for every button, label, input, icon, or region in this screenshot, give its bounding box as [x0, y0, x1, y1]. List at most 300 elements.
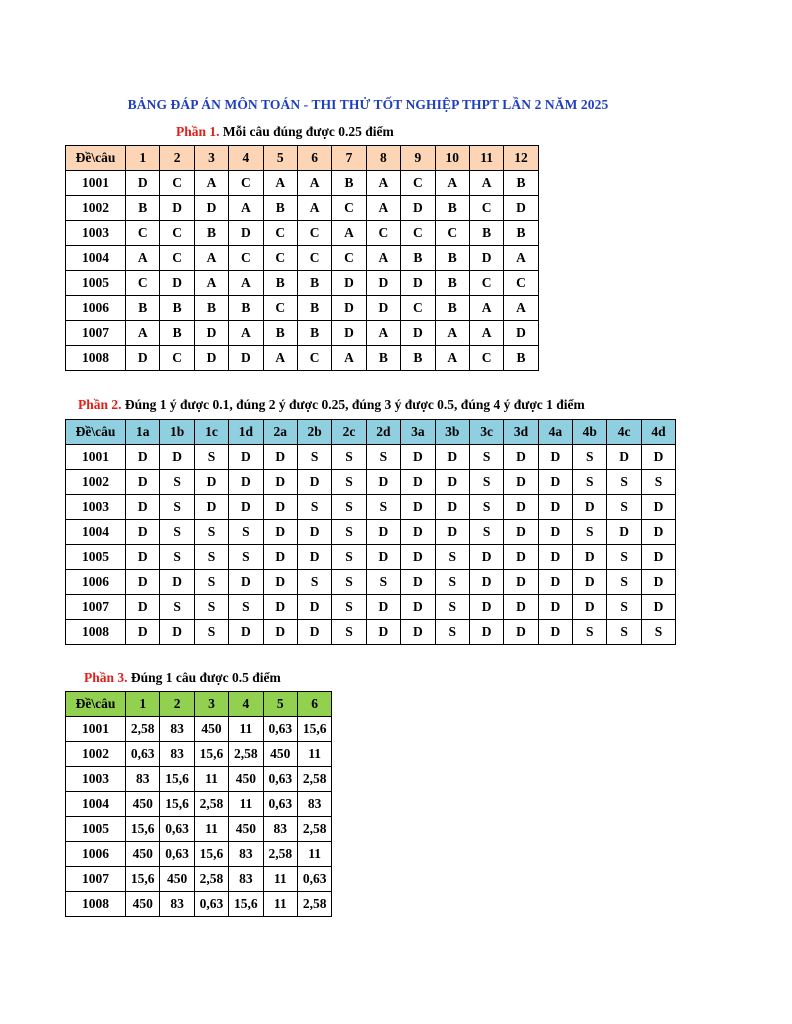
answer-cell: D	[297, 595, 331, 620]
answer-cell: D	[366, 296, 400, 321]
answer-cell: C	[469, 346, 503, 371]
answer-cell: D	[366, 470, 400, 495]
table-header-row	[66, 692, 332, 717]
answer-cell: 2,58	[297, 767, 331, 792]
answer-cell: D	[263, 470, 297, 495]
question-header-cell: 5	[263, 146, 297, 171]
answer-cell: D	[504, 520, 538, 545]
answer-cell: 15,6	[126, 867, 160, 892]
answer-cell: 2,58	[263, 842, 297, 867]
question-header-cell: 1b	[160, 420, 194, 445]
answer-cell: C	[263, 246, 297, 271]
answer-cell: C	[160, 346, 194, 371]
answer-cell: D	[366, 520, 400, 545]
answer-cell: D	[229, 346, 263, 371]
answer-cell: C	[160, 221, 194, 246]
answer-cell: D	[538, 570, 572, 595]
question-header-cell: 3b	[435, 420, 469, 445]
answer-cell: A	[435, 346, 469, 371]
answer-cell: S	[607, 495, 641, 520]
table-row	[66, 296, 539, 321]
exam-code-cell: 1004	[66, 520, 126, 545]
answer-cell: D	[401, 271, 435, 296]
answer-cell: A	[194, 171, 228, 196]
answer-cell: S	[194, 545, 228, 570]
exam-code-cell: 1003	[66, 767, 126, 792]
answer-cell: S	[160, 495, 194, 520]
question-header-cell: 5	[263, 692, 297, 717]
table-row	[66, 817, 332, 842]
answer-cell: B	[297, 296, 331, 321]
answer-cell: D	[607, 445, 641, 470]
answer-cell: B	[126, 196, 160, 221]
answer-cell: D	[401, 321, 435, 346]
question-header-cell: 8	[366, 146, 400, 171]
table-row	[66, 221, 539, 246]
answer-cell: 11	[229, 717, 263, 742]
exam-code-cell: 1005	[66, 271, 126, 296]
answer-cell: D	[160, 620, 194, 645]
answer-cell: D	[573, 495, 607, 520]
answer-cell: S	[297, 495, 331, 520]
answer-cell: S	[607, 470, 641, 495]
question-header-cell: 3c	[469, 420, 503, 445]
question-header-cell: 2b	[297, 420, 331, 445]
answer-cell: D	[504, 595, 538, 620]
answer-cell: S	[229, 545, 263, 570]
answer-cell: D	[401, 495, 435, 520]
answer-cell: 0,63	[160, 842, 194, 867]
answer-cell: 450	[194, 717, 228, 742]
answer-cell: D	[538, 545, 572, 570]
question-header-cell: 12	[504, 146, 538, 171]
answer-cell: 15,6	[160, 792, 194, 817]
answer-cell: D	[366, 620, 400, 645]
answer-cell: 0,63	[297, 867, 331, 892]
answer-cell: C	[332, 196, 366, 221]
answer-cell: D	[435, 470, 469, 495]
exam-code-cell: 1001	[66, 717, 126, 742]
exam-code-cell: 1004	[66, 246, 126, 271]
table-row	[66, 767, 332, 792]
question-header-cell: 4	[229, 692, 263, 717]
answer-cell: B	[469, 221, 503, 246]
answer-cell: D	[126, 545, 160, 570]
answer-cell: S	[435, 545, 469, 570]
answer-cell: B	[194, 296, 228, 321]
part3-answer-table	[65, 691, 332, 917]
question-header-cell: 4a	[538, 420, 572, 445]
answer-cell: C	[229, 246, 263, 271]
answer-cell: D	[160, 196, 194, 221]
answer-cell: D	[126, 520, 160, 545]
exam-code-cell: 1006	[66, 296, 126, 321]
answer-cell: S	[332, 620, 366, 645]
answer-cell: 2,58	[126, 717, 160, 742]
corner-header-cell: Đề\câu	[66, 420, 126, 445]
answer-cell: 15,6	[160, 767, 194, 792]
answer-cell: B	[297, 321, 331, 346]
answer-cell: D	[641, 520, 675, 545]
answer-cell: D	[573, 545, 607, 570]
table-row	[66, 171, 539, 196]
question-header-cell: 1	[126, 692, 160, 717]
answer-cell: 450	[126, 792, 160, 817]
answer-cell: D	[194, 495, 228, 520]
answer-cell: D	[435, 495, 469, 520]
answer-cell: S	[435, 620, 469, 645]
exam-code-cell: 1008	[66, 620, 126, 645]
answer-cell: A	[469, 296, 503, 321]
answer-cell: C	[263, 221, 297, 246]
question-header-cell: 2	[160, 692, 194, 717]
answer-cell: C	[504, 271, 538, 296]
answer-cell: D	[160, 445, 194, 470]
part1-label: Phần 1.	[176, 124, 220, 139]
question-header-cell: 1d	[229, 420, 263, 445]
answer-cell: D	[263, 545, 297, 570]
answer-cell: B	[401, 346, 435, 371]
question-header-cell: 3	[194, 146, 228, 171]
question-header-cell: 1c	[194, 420, 228, 445]
answer-cell: A	[366, 196, 400, 221]
exam-code-cell: 1006	[66, 842, 126, 867]
answer-cell: 0,63	[263, 792, 297, 817]
table-row	[66, 620, 676, 645]
answer-cell: C	[263, 296, 297, 321]
answer-cell: D	[229, 221, 263, 246]
answer-cell: S	[194, 570, 228, 595]
answer-cell: 83	[297, 792, 331, 817]
exam-code-cell: 1001	[66, 445, 126, 470]
answer-cell: 15,6	[194, 842, 228, 867]
answer-cell: D	[401, 196, 435, 221]
answer-cell: 83	[229, 842, 263, 867]
exam-code-cell: 1005	[66, 817, 126, 842]
answer-cell: 11	[194, 767, 228, 792]
question-header-cell: 3a	[401, 420, 435, 445]
answer-cell: A	[297, 196, 331, 221]
answer-cell: 15,6	[229, 892, 263, 917]
exam-code-cell: 1001	[66, 171, 126, 196]
answer-cell: 2,58	[194, 792, 228, 817]
answer-cell: 11	[263, 892, 297, 917]
answer-cell: D	[538, 520, 572, 545]
table-row	[66, 321, 539, 346]
answer-cell: 450	[160, 867, 194, 892]
answer-cell: B	[297, 271, 331, 296]
part3-label: Phần 3.	[84, 670, 128, 685]
answer-cell: D	[401, 595, 435, 620]
answer-cell: A	[194, 271, 228, 296]
answer-cell: D	[126, 445, 160, 470]
exam-code-cell: 1006	[66, 570, 126, 595]
table-row	[66, 545, 676, 570]
answer-cell: D	[366, 595, 400, 620]
answer-cell: S	[297, 445, 331, 470]
answer-cell: S	[469, 495, 503, 520]
answer-cell: 0,63	[263, 767, 297, 792]
answer-cell: D	[401, 445, 435, 470]
answer-cell: A	[366, 321, 400, 346]
answer-cell: 11	[297, 742, 331, 767]
table-row	[66, 495, 676, 520]
answer-cell: A	[126, 246, 160, 271]
answer-cell: 450	[126, 842, 160, 867]
exam-code-cell: 1004	[66, 792, 126, 817]
answer-cell: S	[229, 595, 263, 620]
answer-cell: A	[504, 246, 538, 271]
question-header-cell: 4	[229, 146, 263, 171]
table-row	[66, 792, 332, 817]
exam-code-cell: 1007	[66, 867, 126, 892]
answer-cell: D	[194, 470, 228, 495]
answer-cell: A	[229, 321, 263, 346]
answer-cell: D	[263, 445, 297, 470]
answer-cell: C	[297, 221, 331, 246]
answer-cell: B	[160, 296, 194, 321]
answer-cell: A	[504, 296, 538, 321]
answer-cell: D	[229, 495, 263, 520]
answer-cell: 450	[126, 892, 160, 917]
answer-cell: S	[366, 445, 400, 470]
answer-cell: C	[469, 196, 503, 221]
answer-cell: 2,58	[297, 892, 331, 917]
table-row	[66, 867, 332, 892]
answer-cell: S	[607, 595, 641, 620]
answer-cell: A	[126, 321, 160, 346]
answer-cell: C	[469, 271, 503, 296]
question-header-cell: 6	[297, 692, 331, 717]
answer-cell: B	[401, 246, 435, 271]
part2-description: Đúng 1 ý được 0.1, đúng 2 ý được 0.25, đúng 3 ý được 0.5, đúng 4 ý được 1 điểm	[121, 397, 585, 412]
answer-cell: S	[332, 520, 366, 545]
part3-description: Đúng 1 câu được 0.5 điểm	[127, 670, 281, 685]
answer-cell: B	[229, 296, 263, 321]
answer-cell: D	[229, 445, 263, 470]
answer-cell: D	[504, 321, 538, 346]
answer-cell: D	[401, 620, 435, 645]
question-header-cell: 2	[160, 146, 194, 171]
answer-cell: D	[504, 570, 538, 595]
answer-cell: 15,6	[194, 742, 228, 767]
answer-cell: A	[332, 346, 366, 371]
answer-cell: 0,63	[263, 717, 297, 742]
question-header-cell: 2a	[263, 420, 297, 445]
question-header-cell: 1a	[126, 420, 160, 445]
part2-answer-table	[65, 419, 676, 645]
answer-cell: D	[297, 620, 331, 645]
answer-cell: B	[504, 171, 538, 196]
answer-cell: 15,6	[297, 717, 331, 742]
answer-cell: D	[126, 570, 160, 595]
answer-cell: D	[229, 620, 263, 645]
table-row	[66, 346, 539, 371]
answer-cell: S	[160, 470, 194, 495]
answer-cell: C	[297, 346, 331, 371]
answer-cell: D	[160, 570, 194, 595]
answer-cell: A	[469, 171, 503, 196]
answer-cell: 83	[160, 742, 194, 767]
answer-cell: S	[573, 445, 607, 470]
answer-cell: D	[126, 595, 160, 620]
answer-cell: D	[126, 495, 160, 520]
answer-cell: D	[607, 520, 641, 545]
answer-cell: D	[401, 520, 435, 545]
answer-cell: A	[263, 346, 297, 371]
answer-cell: D	[160, 271, 194, 296]
answer-cell: 83	[229, 867, 263, 892]
exam-code-cell: 1007	[66, 321, 126, 346]
answer-cell: 83	[160, 892, 194, 917]
answer-cell: S	[435, 595, 469, 620]
answer-cell: D	[504, 196, 538, 221]
table-row	[66, 595, 676, 620]
answer-cell: B	[435, 271, 469, 296]
exam-code-cell: 1003	[66, 221, 126, 246]
answer-cell: S	[435, 570, 469, 595]
question-header-cell: 10	[435, 146, 469, 171]
answer-cell: B	[263, 321, 297, 346]
answer-cell: 11	[297, 842, 331, 867]
part1-answer-table	[65, 145, 539, 371]
question-header-cell: 3d	[504, 420, 538, 445]
answer-cell: 83	[263, 817, 297, 842]
answer-cell: D	[194, 346, 228, 371]
table-header-row	[66, 146, 539, 171]
exam-code-cell: 1003	[66, 495, 126, 520]
answer-cell: D	[641, 445, 675, 470]
answer-cell: A	[229, 196, 263, 221]
exam-code-cell: 1008	[66, 346, 126, 371]
answer-cell: D	[263, 595, 297, 620]
question-header-cell: 2c	[332, 420, 366, 445]
answer-cell: D	[504, 495, 538, 520]
answer-cell: D	[469, 620, 503, 645]
answer-cell: S	[332, 445, 366, 470]
answer-cell: D	[263, 495, 297, 520]
table-row	[66, 445, 676, 470]
answer-cell: S	[573, 470, 607, 495]
answer-cell: S	[160, 595, 194, 620]
exam-code-cell: 1002	[66, 470, 126, 495]
answer-cell: D	[538, 495, 572, 520]
table-row	[66, 271, 539, 296]
answer-cell: 11	[263, 867, 297, 892]
answer-cell: S	[469, 445, 503, 470]
answer-cell: D	[469, 595, 503, 620]
table-row	[66, 842, 332, 867]
answer-cell: D	[469, 246, 503, 271]
table-row	[66, 570, 676, 595]
answer-cell: D	[297, 545, 331, 570]
answer-cell: S	[332, 595, 366, 620]
exam-code-cell: 1008	[66, 892, 126, 917]
answer-cell: S	[160, 545, 194, 570]
answer-cell: D	[229, 470, 263, 495]
answer-cell: D	[435, 520, 469, 545]
answer-cell: 11	[194, 817, 228, 842]
question-header-cell: 3	[194, 692, 228, 717]
answer-cell: B	[366, 346, 400, 371]
answer-cell: S	[229, 520, 263, 545]
answer-cell: S	[573, 620, 607, 645]
answer-cell: 0,63	[194, 892, 228, 917]
answer-cell: D	[366, 545, 400, 570]
exam-code-cell: 1002	[66, 742, 126, 767]
answer-cell: C	[332, 246, 366, 271]
answer-cell: D	[263, 570, 297, 595]
table-row	[66, 520, 676, 545]
answer-cell: B	[332, 171, 366, 196]
answer-cell: D	[332, 321, 366, 346]
corner-header-cell: Đề\câu	[66, 692, 126, 717]
answer-cell: C	[160, 171, 194, 196]
answer-cell: S	[332, 495, 366, 520]
answer-cell: C	[401, 296, 435, 321]
answer-cell: 2,58	[297, 817, 331, 842]
answer-cell: B	[263, 196, 297, 221]
answer-cell: C	[366, 221, 400, 246]
answer-cell: A	[435, 171, 469, 196]
answer-cell: 2,58	[229, 742, 263, 767]
answer-cell: 450	[263, 742, 297, 767]
answer-cell: S	[332, 545, 366, 570]
answer-cell: D	[401, 545, 435, 570]
answer-cell: B	[194, 221, 228, 246]
part3-heading	[84, 670, 281, 686]
answer-cell: S	[332, 470, 366, 495]
answer-cell: D	[538, 445, 572, 470]
answer-cell: S	[469, 470, 503, 495]
question-header-cell: 2d	[366, 420, 400, 445]
answer-cell: 83	[126, 767, 160, 792]
answer-cell: S	[297, 570, 331, 595]
answer-cell: D	[641, 595, 675, 620]
answer-cell: D	[573, 570, 607, 595]
answer-cell: D	[263, 520, 297, 545]
answer-cell: D	[469, 570, 503, 595]
answer-cell: B	[126, 296, 160, 321]
answer-cell: B	[263, 271, 297, 296]
answer-cell: S	[641, 620, 675, 645]
answer-cell: A	[229, 271, 263, 296]
answer-cell: C	[160, 246, 194, 271]
answer-cell: D	[126, 171, 160, 196]
corner-header-cell: Đề\câu	[66, 146, 126, 171]
answer-cell: D	[126, 470, 160, 495]
answer-cell: D	[504, 470, 538, 495]
answer-cell: B	[435, 246, 469, 271]
answer-cell: C	[229, 171, 263, 196]
answer-cell: D	[401, 470, 435, 495]
answer-cell: 11	[229, 792, 263, 817]
question-header-cell: 1	[126, 146, 160, 171]
answer-cell: D	[194, 321, 228, 346]
answer-cell: A	[435, 321, 469, 346]
answer-cell: A	[297, 171, 331, 196]
answer-cell: A	[366, 171, 400, 196]
question-header-cell: 6	[297, 146, 331, 171]
exam-code-cell: 1007	[66, 595, 126, 620]
answer-cell: S	[366, 570, 400, 595]
answer-cell: A	[366, 246, 400, 271]
answer-cell: C	[401, 221, 435, 246]
answer-cell: C	[297, 246, 331, 271]
answer-cell: S	[194, 620, 228, 645]
part1-description: Mỗi câu đúng được 0.25 điểm	[219, 124, 394, 139]
answer-cell: D	[504, 445, 538, 470]
